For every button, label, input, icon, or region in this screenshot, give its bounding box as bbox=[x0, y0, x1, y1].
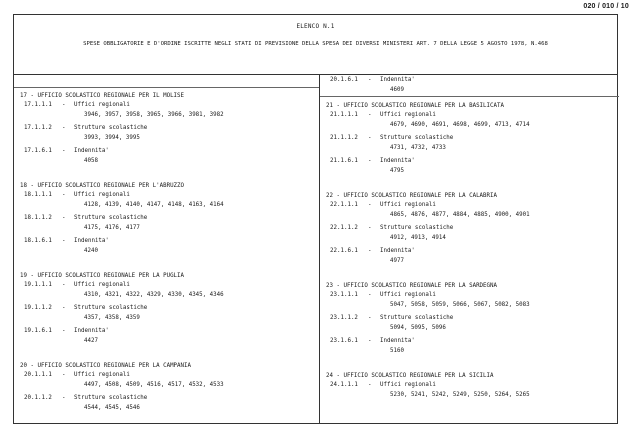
list-item bbox=[320, 157, 619, 180]
list-item bbox=[320, 111, 619, 134]
section-right-2 bbox=[320, 281, 619, 360]
entry-codes: 3993, 3994, 3995 bbox=[84, 134, 140, 141]
list-item bbox=[14, 147, 319, 170]
entry-code: 22.1.1.2 bbox=[330, 225, 358, 231]
entry-code: 21.1.1.1 bbox=[330, 112, 358, 118]
entry-code: 22.1.6.1 bbox=[330, 248, 358, 254]
list-item bbox=[14, 214, 319, 237]
section-right-1 bbox=[320, 191, 619, 270]
entry-code: 19.1.6.1 bbox=[24, 328, 52, 334]
list-item bbox=[320, 134, 619, 157]
entry-label: Indennita' bbox=[74, 238, 109, 244]
entry-codes: 4609 bbox=[390, 86, 404, 93]
entry-dash: - bbox=[368, 225, 372, 231]
entry-codes: 3946, 3957, 3958, 3965, 3966, 3981, 3982 bbox=[84, 111, 224, 118]
entry-label: Indennita' bbox=[380, 158, 415, 164]
section-title: 18 - UFFICIO SCOLASTICO REGIONALE PER L'ABRUZZO bbox=[20, 183, 185, 189]
entry-dash: - bbox=[368, 77, 372, 83]
entry-code: 18.1.1.2 bbox=[24, 215, 52, 221]
right-carryover-entry bbox=[320, 76, 619, 95]
list-item bbox=[14, 237, 319, 260]
section-title: 22 - UFFICIO SCOLASTICO REGIONALE PER LA CALABRIA bbox=[326, 193, 498, 199]
section-title: 24 - UFFICIO SCOLASTICO REGIONALE PER LA SICILIA bbox=[326, 373, 494, 379]
entry-codes: 4357, 4358, 4359 bbox=[84, 314, 140, 321]
entry-label: Strutture scolastiche bbox=[74, 125, 148, 131]
entry-label: Strutture scolastiche bbox=[380, 315, 454, 321]
entry-code: 19.1.1.2 bbox=[24, 305, 52, 311]
entry-code: 24.1.1.1 bbox=[330, 382, 358, 388]
entry-dash: - bbox=[62, 238, 66, 244]
entry-codes: 4795 bbox=[390, 167, 404, 174]
entry-codes: 4912, 4913, 4914 bbox=[390, 234, 446, 241]
entry-label: Indennita' bbox=[380, 77, 415, 83]
header-box bbox=[14, 15, 617, 75]
entry-dash: - bbox=[62, 372, 66, 378]
list-item bbox=[320, 314, 619, 337]
list-item bbox=[320, 247, 619, 270]
section-left-0 bbox=[14, 91, 319, 170]
entry-dash: - bbox=[368, 135, 372, 141]
section-title: 19 - UFFICIO SCOLASTICO REGIONALE PER LA PUGLIA bbox=[20, 273, 185, 279]
entry-code: 23.1.1.1 bbox=[330, 292, 358, 298]
list-item bbox=[320, 201, 619, 224]
entry-codes: 4175, 4176, 4177 bbox=[84, 224, 140, 231]
right-top-divider bbox=[320, 96, 619, 97]
section-right-3 bbox=[320, 371, 619, 404]
entry-label: Strutture scolastiche bbox=[380, 225, 454, 231]
entry-label: Uffici regionali bbox=[380, 202, 436, 208]
entry-codes: 4128, 4139, 4140, 4147, 4148, 4163, 4164 bbox=[84, 201, 224, 208]
header-title: ELENCO N.1 bbox=[296, 23, 335, 30]
header-subtitle: SPESE OBBLIGATORIE E D'ORDINE ISCRITTE NEGLI STATI DI PREVISIONE DELLA SPESA DEI DIVERSI MINISTERI ART. 7 DELLA LEGGE 5 AGOSTO 1978, N.468 bbox=[83, 41, 548, 47]
entry-dash: - bbox=[62, 102, 66, 108]
entry-code: 21.1.1.2 bbox=[330, 135, 358, 141]
entry-codes: 4865, 4876, 4877, 4884, 4885, 4900, 4901 bbox=[390, 211, 530, 218]
entry-label: Uffici regionali bbox=[380, 292, 436, 298]
entry-dash: - bbox=[62, 192, 66, 198]
entry-dash: - bbox=[368, 248, 372, 254]
entry-label: Uffici regionali bbox=[74, 282, 130, 288]
entry-codes: 4977 bbox=[390, 257, 404, 264]
section-title: 21 - UFFICIO SCOLASTICO REGIONALE PER LA BASILICATA bbox=[326, 103, 504, 109]
entry-label: Strutture scolastiche bbox=[74, 215, 148, 221]
entry-label: Strutture scolastiche bbox=[74, 395, 148, 401]
list-item bbox=[320, 291, 619, 314]
entry-codes: 4240 bbox=[84, 247, 98, 254]
section-right-0 bbox=[320, 101, 619, 180]
entry-codes: 5047, 5058, 5059, 5066, 5067, 5082, 5083 bbox=[390, 301, 530, 308]
entry-label: Indennita' bbox=[74, 328, 109, 334]
entry-codes: 4544, 4545, 4546 bbox=[84, 404, 140, 411]
entry-codes: 4427 bbox=[84, 337, 98, 344]
list-item bbox=[14, 124, 319, 147]
entry-code: 21.1.6.1 bbox=[330, 158, 358, 164]
entry-label: Uffici regionali bbox=[74, 192, 130, 198]
list-item bbox=[14, 101, 319, 124]
entry-codes: 4497, 4508, 4509, 4516, 4517, 4532, 4533 bbox=[84, 381, 224, 388]
entry-dash: - bbox=[368, 382, 372, 388]
list-item bbox=[320, 381, 619, 404]
entry-dash: - bbox=[62, 395, 66, 401]
section-title: 23 - UFFICIO SCOLASTICO REGIONALE PER LA SARDEGNA bbox=[326, 283, 498, 289]
entry-code: 20.1.1.1 bbox=[24, 372, 52, 378]
entry-code: 17.1.1.1 bbox=[24, 102, 52, 108]
document-frame bbox=[13, 14, 618, 424]
entry-codes: 5094, 5095, 5096 bbox=[390, 324, 446, 331]
entry-code: 22.1.1.1 bbox=[330, 202, 358, 208]
entry-codes: 5160 bbox=[390, 347, 404, 354]
entry-label: Indennita' bbox=[380, 248, 415, 254]
right-column bbox=[319, 75, 619, 423]
entry-dash: - bbox=[62, 305, 66, 311]
entry-code: 17.1.1.2 bbox=[24, 125, 52, 131]
entry-dash: - bbox=[62, 148, 66, 154]
page-number: 020 / 010 / 10 bbox=[583, 3, 629, 10]
entry-label: Uffici regionali bbox=[380, 382, 436, 388]
entry-code: 20.1.1.2 bbox=[24, 395, 52, 401]
left-column bbox=[14, 75, 319, 423]
entry-label: Uffici regionali bbox=[380, 112, 436, 118]
entry-dash: - bbox=[368, 202, 372, 208]
entry-dash: - bbox=[62, 328, 66, 334]
entry-dash: - bbox=[368, 292, 372, 298]
section-title: 17 - UFFICIO SCOLASTICO REGIONALE PER IL MOLISE bbox=[20, 93, 185, 99]
entry-dash: - bbox=[62, 125, 66, 131]
entry-label: Uffici regionali bbox=[74, 102, 130, 108]
entry-label: Uffici regionali bbox=[74, 372, 130, 378]
entry-codes: 5230, 5241, 5242, 5249, 5250, 5264, 5265 bbox=[390, 391, 530, 398]
list-item bbox=[320, 337, 619, 360]
entry-code: 23.1.6.1 bbox=[330, 338, 358, 344]
entry-codes: 4731, 4732, 4733 bbox=[390, 144, 446, 151]
list-item bbox=[14, 327, 319, 350]
entry-dash: - bbox=[62, 215, 66, 221]
entry-dash: - bbox=[368, 112, 372, 118]
entry-label: Strutture scolastiche bbox=[74, 305, 148, 311]
entry-label: Indennita' bbox=[380, 338, 415, 344]
entry-dash: - bbox=[62, 282, 66, 288]
entry-code: 18.1.6.1 bbox=[24, 238, 52, 244]
section-left-1 bbox=[14, 181, 319, 260]
section-title: 20 - UFFICIO SCOLASTICO REGIONALE PER LA CAMPANIA bbox=[20, 363, 192, 369]
entry-codes: 4679, 4690, 4691, 4698, 4699, 4713, 4714 bbox=[390, 121, 530, 128]
entry-dash: - bbox=[368, 338, 372, 344]
entry-code: 20.1.6.1 bbox=[330, 77, 358, 83]
entry-code: 23.1.1.2 bbox=[330, 315, 358, 321]
entry-dash: - bbox=[368, 158, 372, 164]
list-item bbox=[14, 191, 319, 214]
entry-label: Strutture scolastiche bbox=[380, 135, 454, 141]
entry-codes: 4058 bbox=[84, 157, 98, 164]
section-left-2 bbox=[14, 271, 319, 350]
list-item bbox=[14, 304, 319, 327]
entry-dash: - bbox=[368, 315, 372, 321]
entry-codes: 4310, 4321, 4322, 4329, 4330, 4345, 4346 bbox=[84, 291, 224, 298]
entry-code: 19.1.1.1 bbox=[24, 282, 52, 288]
entry-label: Indennita' bbox=[74, 148, 109, 154]
left-top-divider bbox=[14, 87, 319, 88]
entry-code: 18.1.1.1 bbox=[24, 192, 52, 198]
list-item bbox=[14, 371, 319, 394]
list-item bbox=[14, 394, 319, 417]
list-item bbox=[14, 281, 319, 304]
entry-code: 17.1.6.1 bbox=[24, 148, 52, 154]
section-left-3 bbox=[14, 361, 319, 417]
list-item bbox=[320, 224, 619, 247]
